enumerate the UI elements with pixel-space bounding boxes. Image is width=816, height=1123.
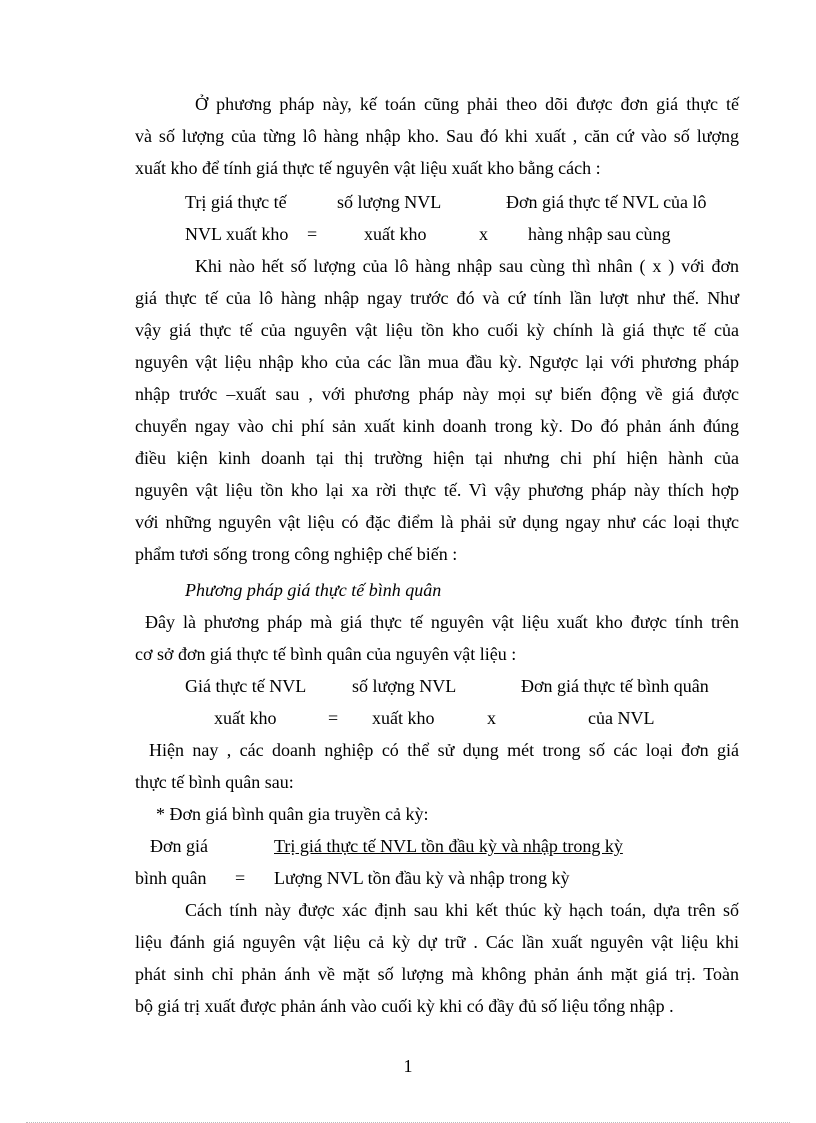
text-line: nhập trước –xuất sau , với phương pháp này mọi sự biến động về giá được	[135, 384, 739, 404]
formula-3-denominator: Lượng NVL tồn đầu kỳ và nhập trong kỳ	[274, 868, 570, 888]
paragraph-4	[135, 734, 739, 798]
text-line: với những nguyên vật liệu có đặc điểm là phải sử dụng ngay như các loại thực	[135, 512, 739, 532]
text-line: giá thực tế của lô hàng nhập ngay trước đó và cứ tính lần lượt như thế. Như	[135, 288, 739, 308]
paragraph-5	[135, 894, 739, 1022]
text-line: xuất kho để tính giá thực tế nguyên vật liệu xuất kho bằng cách :	[135, 158, 601, 178]
text-line: nguyên vật liệu tồn kho lại xa rời thực tế. Vì vậy phương pháp này thích hợp	[135, 480, 739, 500]
formula-1-mid-top: số lượng NVL	[337, 192, 442, 212]
text-line: Hiện nay , các doanh nghiệp có thể sử dụng mét trong số các loại đơn giá	[149, 740, 739, 760]
formula-2-right-top: Đơn giá thực tế bình quân	[521, 676, 709, 696]
formula-2-label-bottom: xuất kho	[214, 708, 277, 728]
bullet-item: * Đơn giá bình quân gia truyền cả kỳ:	[156, 804, 429, 824]
text-line: nguyên vật liệu nhập kho của các lần mua đầu kỳ. Ngược lại với phương pháp	[135, 352, 739, 372]
text-line: phẩm tươi sống trong công nghiệp chế biến :	[135, 544, 458, 564]
text-line: Đây là phương pháp mà giá thực tế nguyên vật liệu xuất kho được tính trên	[145, 612, 739, 632]
formula-3-label-bottom: bình quân	[135, 868, 207, 888]
text-line: vậy giá thực tế của nguyên vật liệu tồn kho cuối kỳ chính là giá thực tế của	[135, 320, 739, 340]
text-line: chuyển ngay vào chi phí sản xuất kinh doanh trong kỳ. Do đó phản ánh đúng	[135, 416, 739, 436]
formula-1-right-top: Đơn giá thực tế NVL của lô	[506, 192, 707, 212]
formula-1-label-bottom: NVL xuất kho	[185, 224, 289, 244]
text-line: Cách tính này được xác định sau khi kết thúc kỳ hạch toán, dựa trên số	[185, 900, 739, 920]
text-line: điều kiện kinh doanh tại thị trường hiện tại nhưng chi phí hiện hành của	[135, 448, 739, 468]
formula-2-mid-bottom: xuất kho	[372, 708, 435, 728]
paragraph-1	[135, 88, 739, 184]
text-line: liệu đánh giá nguyên vật liệu cả kỳ dự trữ . Các lần xuất nguyên vật liệu khi	[135, 932, 739, 952]
formula-1-mid-bottom: xuất kho	[364, 224, 427, 244]
formula-2-right-bottom: của NVL	[588, 708, 655, 728]
formula-3-label-top: Đơn giá	[150, 836, 209, 856]
formula-2-label-top: Giá thực tế NVL	[185, 676, 307, 696]
text-line: và số lượng của từng lô hàng nhập kho. Sau đó khi xuất , căn cứ vào số lượng	[135, 126, 739, 146]
formula-1-equals: =	[307, 224, 318, 244]
text-line: Ở phương pháp này, kế toán cũng phải theo dõi được đơn giá thực tế	[195, 94, 739, 114]
formula-2-mid-top: số lượng NVL	[352, 676, 457, 696]
text-line: thực tế bình quân sau:	[135, 772, 294, 792]
formula-3-equals: =	[235, 868, 246, 888]
formula-2-equals: =	[328, 708, 339, 728]
text-line: Khi nào hết số lượng của lô hàng nhập sau cùng thì nhân ( x ) với đơn	[195, 256, 739, 276]
formula-1-right-bottom: hàng nhập sau cùng	[528, 224, 671, 244]
formula-2-times: x	[487, 708, 496, 728]
formula-3-numerator: Trị giá thực tế NVL tồn đầu kỳ và nhập trong kỳ	[274, 836, 623, 856]
page-number: 1	[403, 1056, 413, 1076]
formula-1-times: x	[479, 224, 488, 244]
text-line: cơ sở đơn giá thực tế bình quân của nguyên vật liệu :	[135, 644, 517, 664]
formula-1-label-top: Trị giá thực tế	[185, 192, 287, 212]
section-heading: Phương pháp giá thực tế bình quân	[185, 580, 442, 600]
paragraph-2	[135, 250, 739, 570]
text-line: phát sinh chỉ phản ánh về mặt số lượng mà không phản ánh mặt giá trị. Toàn	[135, 964, 739, 984]
text-line: bộ giá trị xuất được phản ánh vào cuối kỳ khi có đầy đủ số liệu tổng nhập .	[135, 996, 674, 1016]
paragraph-3	[135, 606, 739, 670]
